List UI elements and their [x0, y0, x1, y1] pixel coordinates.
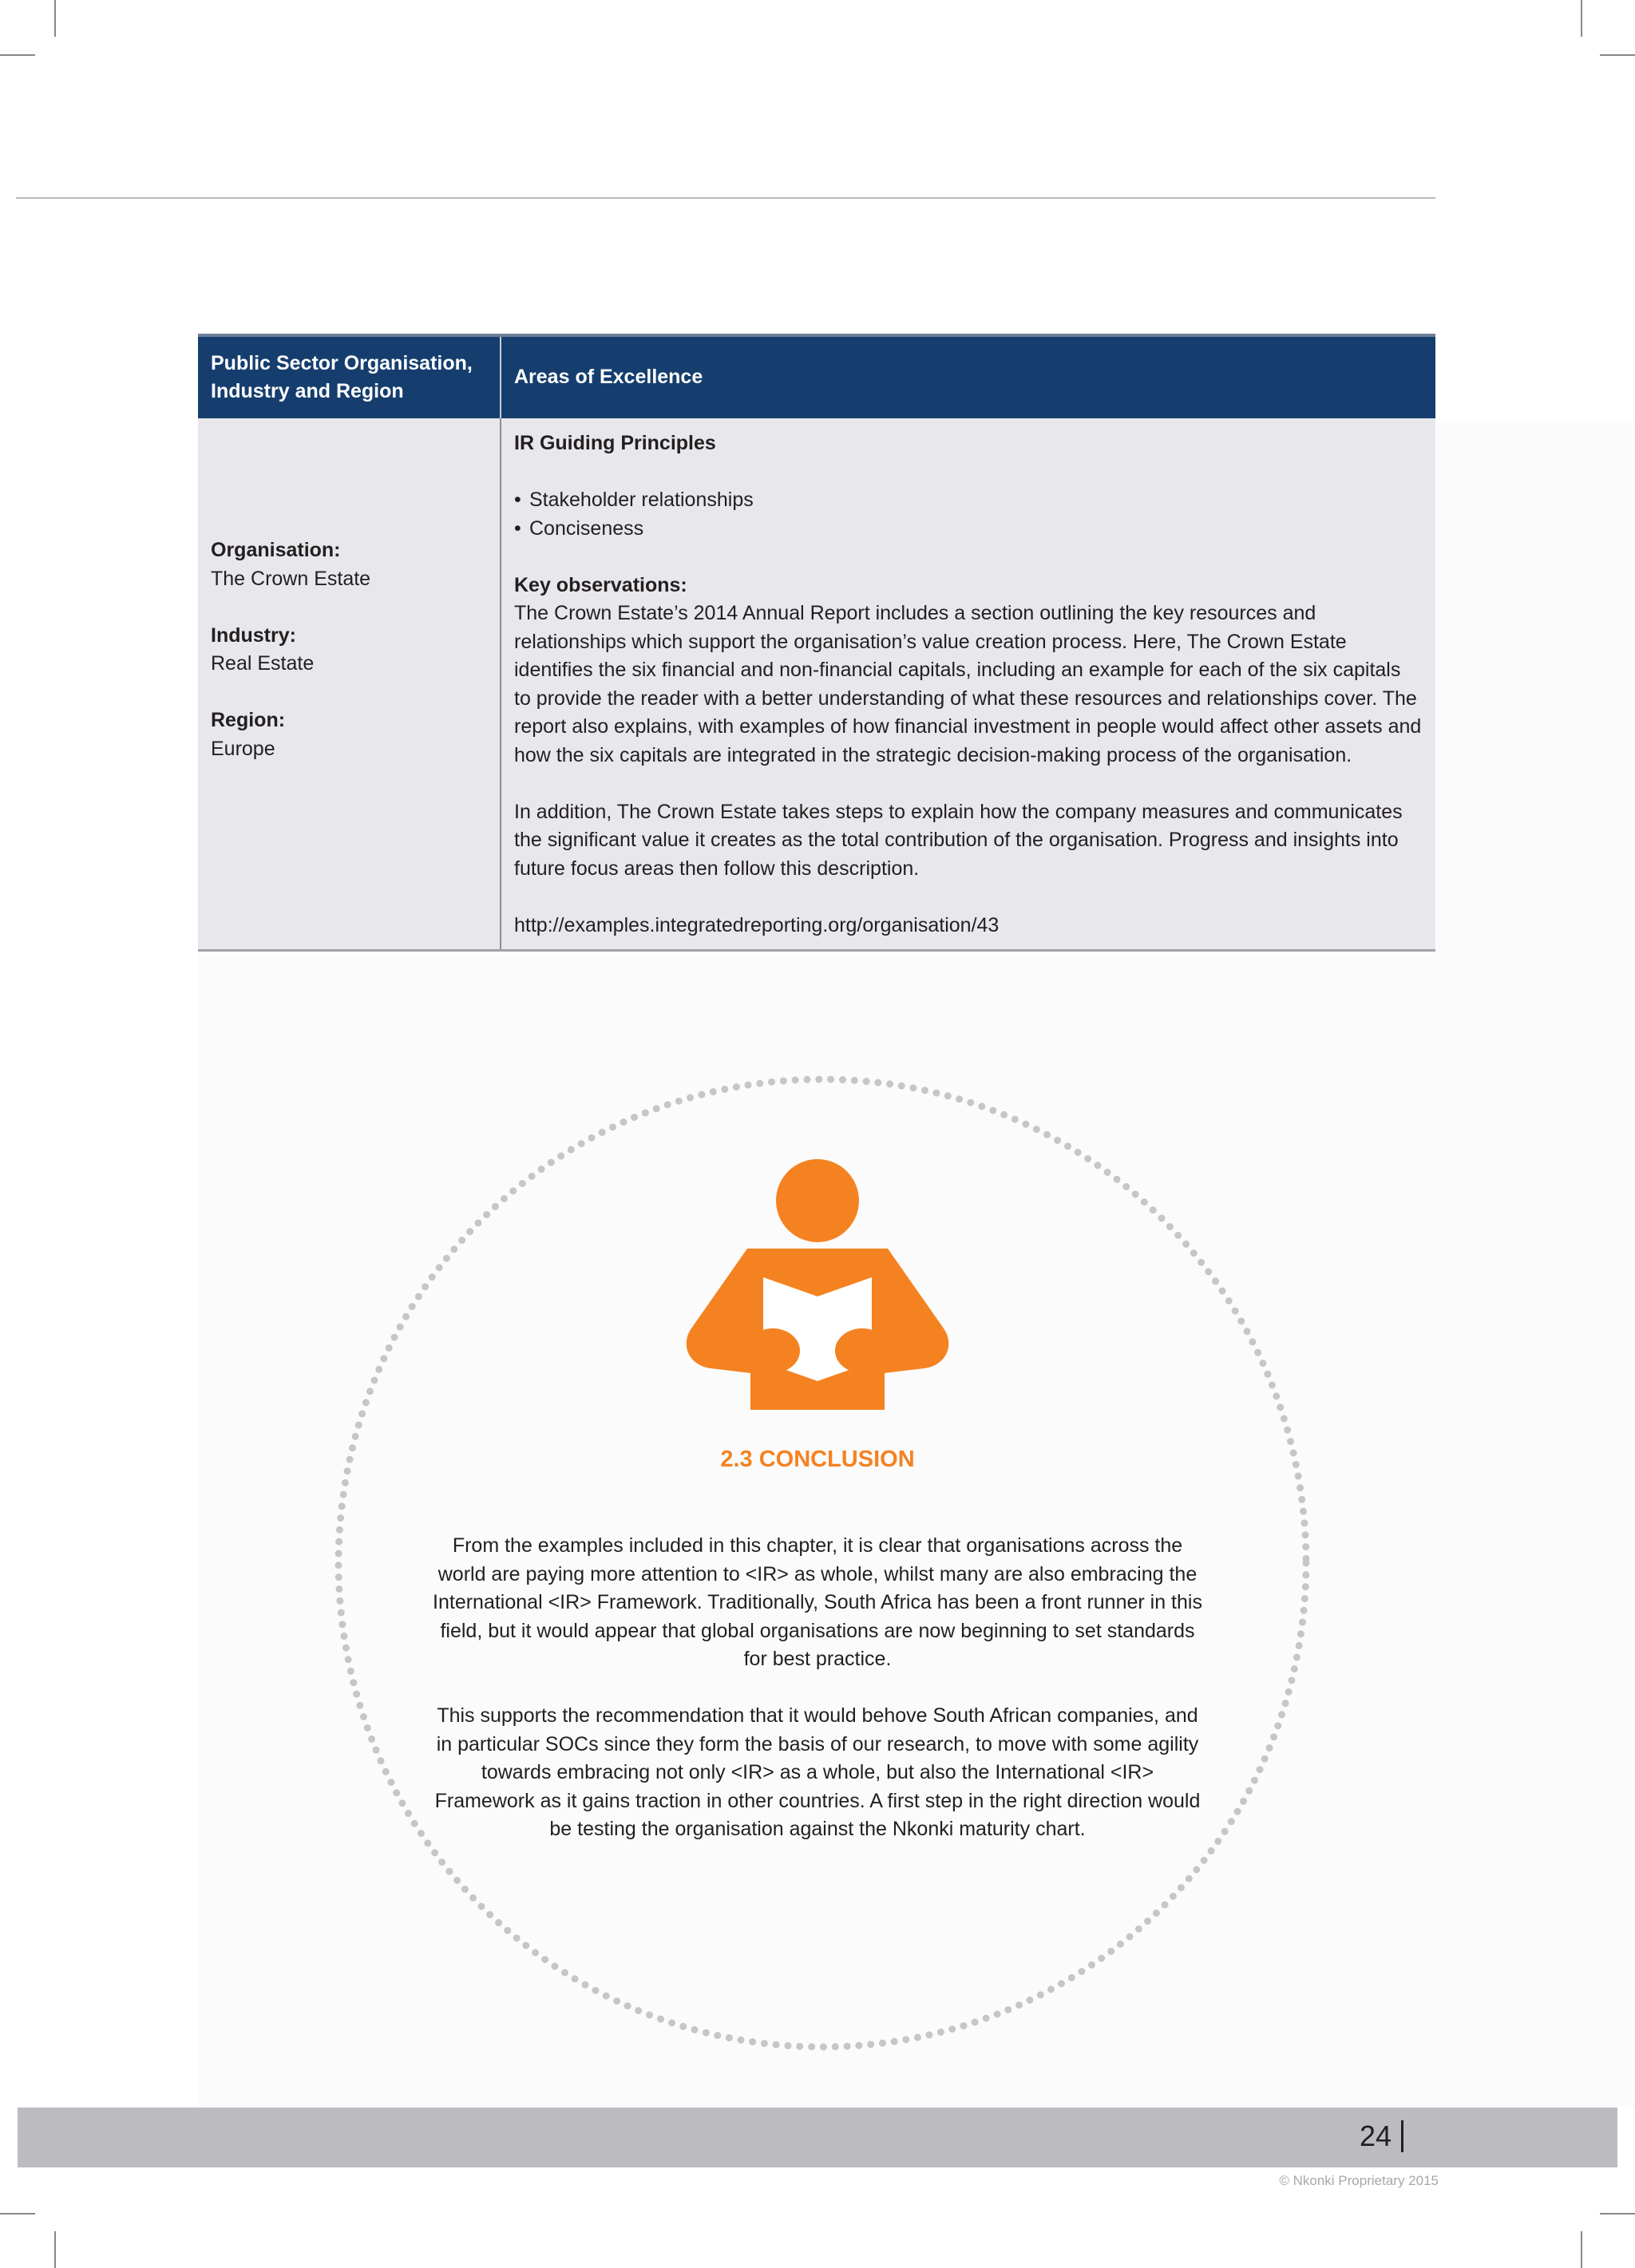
conclusion-paragraph-2: This supports the recommendation that it would behove South African companies, and in particular SOCs since they form the basis of our research, to move with some agility towards embracing not only <IR> as a whole, but also the International <IR> Framework as it gains traction in other countries. A first step in the right direction would be testing the organisation against the Nkonki maturity chart.: [434, 1704, 1201, 1840]
crop-mark: [0, 54, 35, 56]
excellence-cell: [501, 418, 1435, 951]
list-item: • Stakeholder relationships: [514, 486, 1423, 515]
list-item: • Conciseness: [514, 515, 1423, 544]
person-reading-icon: [685, 1159, 950, 1410]
crop-mark: [54, 2231, 56, 2268]
table-header-organisation: Public Sector Organisation, Industry and Region: [198, 335, 501, 418]
page-number: 24: [1360, 2120, 1403, 2152]
table-header-excellence: Areas of Excellence: [501, 335, 1435, 418]
conclusion-body: [431, 1532, 1204, 1844]
region-value: Europe: [211, 737, 275, 760]
region-label: Region:: [211, 709, 286, 731]
table-row: [198, 418, 1435, 951]
crop-mark: [0, 2213, 35, 2215]
footer-bar: [18, 2108, 1617, 2167]
example-link[interactable]: http://examples.integratedreporting.org/organisation/43: [514, 913, 1000, 936]
key-observations-text: The Crown Estate’s 2014 Annual Report includes a section outlining the key resources and relationships which support the organisation’s value creation process. Here, The Crown Estate identifies the six financial and non-financial capitals, including an example for each of the six capitals to provide the reader with a better understanding of what these resources and relationships cover. The report also explains, with examples of how financial investment in people would affect other assets and how the six capitals are integrated in the strategic decision-making process of the organisation.: [514, 602, 1422, 766]
organisation-label: Organisation:: [211, 539, 341, 561]
crop-mark: [1581, 2231, 1582, 2268]
table-header-row: [198, 335, 1435, 418]
guiding-principles-list: [514, 486, 1423, 543]
conclusion-title: 2.3 CONCLUSION: [720, 1447, 915, 1472]
industry-label: Industry:: [211, 623, 296, 647]
crop-mark: [1600, 2213, 1635, 2215]
areas-of-excellence-table: [198, 334, 1435, 952]
key-observations-heading: Key observations:: [514, 573, 687, 596]
crop-mark: [54, 0, 56, 37]
header-rule: [16, 197, 1435, 199]
copyright: © Nkonki Proprietary 2015: [1279, 2173, 1439, 2188]
industry-value: Real Estate: [211, 652, 315, 675]
crop-mark: [1581, 0, 1582, 37]
organisation-value: The Crown Estate: [211, 567, 371, 590]
organisation-cell: [198, 418, 501, 951]
crop-mark: [1600, 54, 1635, 56]
guiding-principles-heading: IR Guiding Principles: [514, 432, 716, 454]
addition-text: In addition, The Crown Estate takes steps to explain how the company measures and communicates the significant value it creates as the total contribution of the organisation. Progress and insights into future focus areas then follow this description.: [514, 800, 1403, 880]
conclusion-paragraph-1: From the examples included in this chapter, it is clear that organisations across the world are paying more attention to <IR> as whole, whilst many are also embracing the International <IR> Framework. Traditionally, South Africa has been a front runner in this field, but it would appear that global organisations are now beginning to set standards for best practice.: [433, 1534, 1202, 1670]
